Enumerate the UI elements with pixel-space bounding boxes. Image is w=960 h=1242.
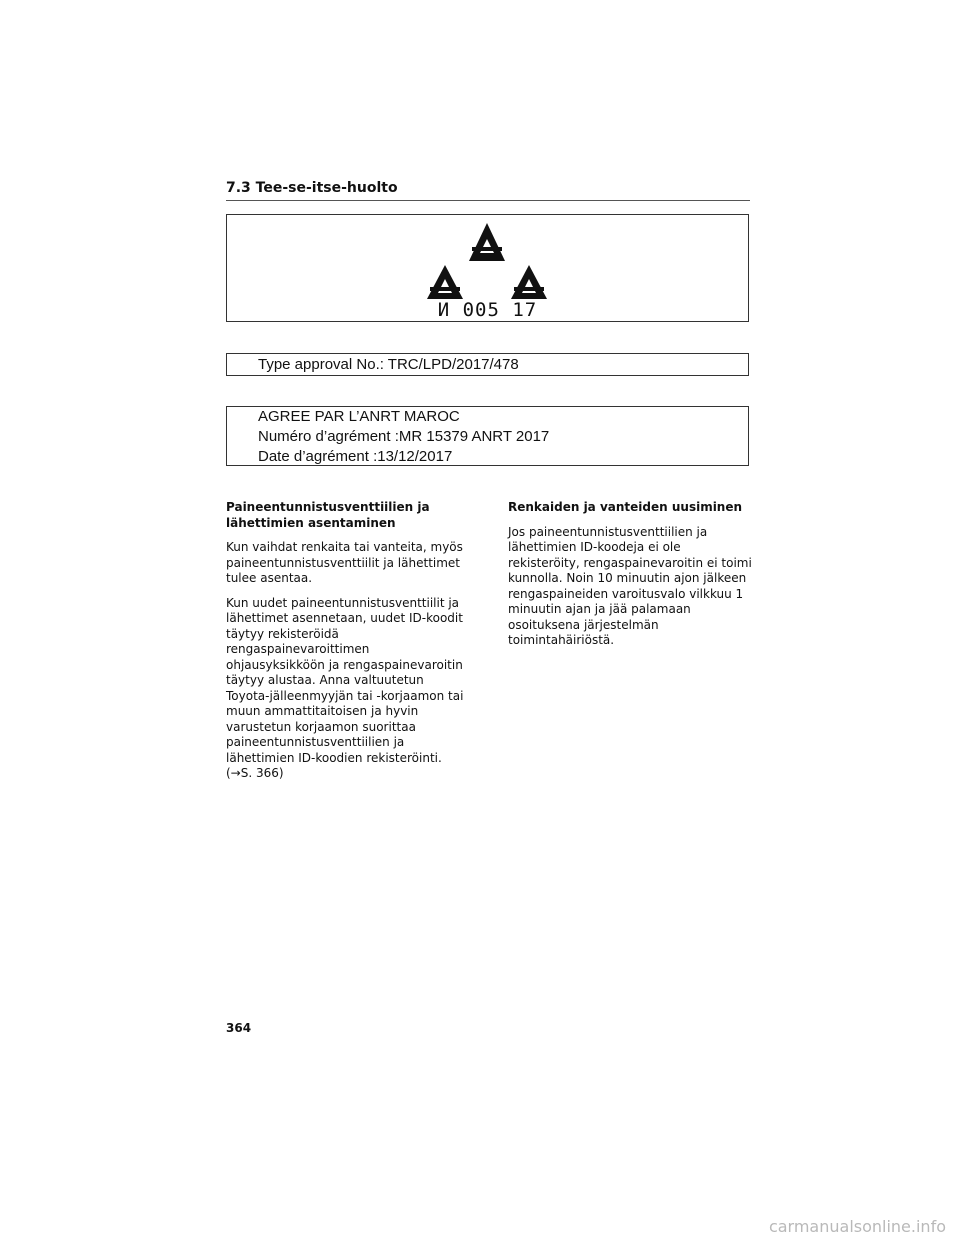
left-paragraph-2: Kun uudet paineentunnistusventtiilit ja lähettimet asennetaan, uudet ID-koodit täytyy rekisteröidä rengaspainevaroittimen ohjausyksikköön ja rengaspainevaroitin täytyy alustaa. Anna valtuutetun Toyota-jälleenmyyjän tai -korjaamon tai muun ammattitaitoisen ja hyvin varustetun korjaamon suorittaa paineentunnistusventtiilien ja lähettimien ID-koodien rekisteröinti. (→S. 366) [226, 595, 464, 780]
triangle-mark-icon [417, 219, 557, 301]
page-number: 364 [226, 1021, 252, 1035]
left-column [226, 500, 471, 791]
section-title: 7.3 Tee-se-itse-huolto [226, 180, 750, 201]
left-heading: Paineentunnistusventtiilien ja lähettimien asentaminen [226, 500, 430, 530]
type-approval-text: Type approval No.: TRC/LPD/2017/478 [258, 356, 519, 373]
type-approval-box [226, 353, 749, 376]
watermark: carmanualsonline.info [768, 1217, 946, 1236]
anrt-line-1: AGREE PAR L’ANRT MAROC [258, 408, 460, 425]
left-paragraph-1: Kun vaihdat renkaita tai vanteita, myös paineentunnistusventtiilit ja lähettimet tulee asentaa. [226, 540, 463, 585]
right-column [508, 500, 753, 658]
right-heading: Renkaiden ja vanteiden uusiminen [508, 500, 743, 514]
right-paragraph-1: Jos paineentunnistusventtiilien ja lähettimien ID-koodeja ei ole rekisteröity, rengaspainevaroitin ei toimi kunnolla. Noin 10 minuutin ajon jälkeen rengaspaineiden varoitusvalo vilkkuu 1 minuutin ajan ja jää palamaan osoituksena järjestelmän toimintahäiriöstä. [508, 524, 752, 647]
anrt-line-3: Date d’agrément :13/12/2017 [258, 448, 453, 465]
certification-mark-box [226, 214, 749, 322]
anrt-approval-box [226, 406, 749, 466]
anrt-line-2: Numéro d’agrément :MR 15379 ANRT 2017 [258, 428, 550, 445]
certification-number: И 005 17 [437, 299, 538, 321]
